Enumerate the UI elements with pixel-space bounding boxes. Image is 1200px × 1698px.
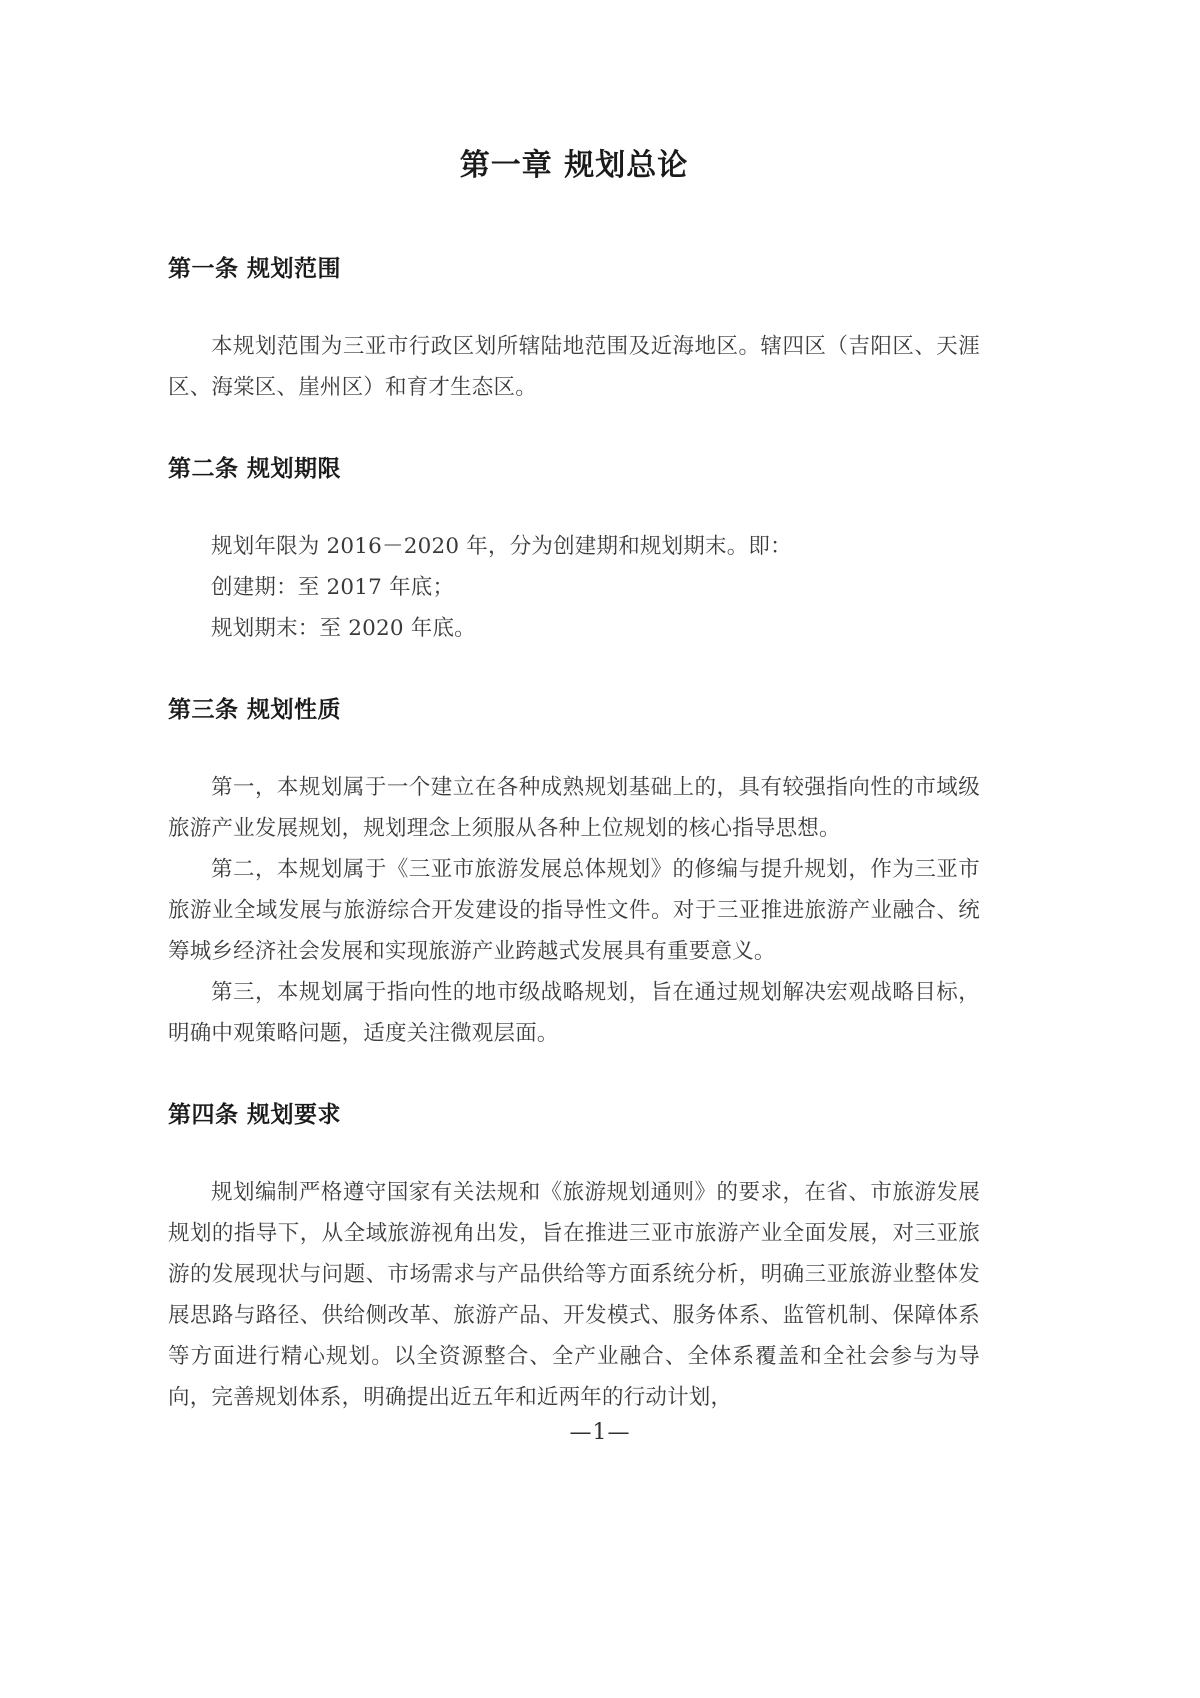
section-3-paragraph-3: 第三，本规划属于指向性的地市级战略规划，旨在通过规划解决宏观战略目标，明确中观策略问题，适度关注微观层面。 [168, 980, 980, 1047]
section-heading-1: 第一条 规划范围 [168, 256, 342, 283]
page-number-footer: —1— [569, 1420, 631, 1445]
spacer [168, 184, 980, 236]
section-2-paragraph-1: 规划年限为 2016－2020 年，分为创建期和规划期末。即： [211, 534, 792, 560]
spacer [168, 1150, 980, 1172]
section-heading-2: 第二条 规划期限 [168, 456, 342, 483]
section-2-paragraph-3: 规划期末：至 2020 年底。 [211, 616, 476, 642]
section-4-paragraph-1: 规划编制严格遵守国家有关法规和《旅游规划通则》的要求，在省、市旅游发展规划的指导下，从全域旅游视角出发，旨在推进三亚市旅游产业全面发展，对三亚旅游的发展现状与问题、市场需求与产品供给等方面系统分析，明确三亚旅游业整体发展思路与路径、供给侧改革、旅游产品、开发模式、服务体系、监管机制、保障体系等方面进行精心规划。以全资源整合、全产业融合、全体系覆盖和全社会参与为导向，完善规划体系，明确提出近五年和近两年的行动计划， [168, 1180, 980, 1411]
spacer [168, 504, 980, 526]
section-1-paragraph-1: 本规划范围为三亚市行政区划所辖陆地范围及近海地区。辖四区（吉阳区、天涯区、海棠区、崖州区）和育才生态区。 [168, 334, 980, 401]
spacer [168, 304, 980, 326]
page-content [168, 0, 980, 1418]
section-heading-3: 第三条 规划性质 [168, 697, 342, 724]
section-heading-4: 第四条 规划要求 [168, 1102, 342, 1129]
spacer [168, 1054, 980, 1082]
chapter-title: 第一章 规划总论 [459, 148, 689, 183]
section-2-paragraph-2: 创建期：至 2017 年底； [211, 575, 455, 601]
section-3-paragraph-1: 第一，本规划属于一个建立在各种成熟规划基础上的，具有较强指向性的市域级旅游产业发展规划，规划理念上须服从各种上位规划的核心指导思想。 [168, 775, 980, 842]
section-3-paragraph-2: 第二，本规划属于《三亚市旅游发展总体规划》的修编与提升规划，作为三亚市旅游业全域发展与旅游综合开发建设的指导性文件。对于三亚推进旅游产业融合、统筹城乡经济社会发展和实现旅游产业跨越式发展具有重要意义。 [168, 857, 980, 965]
spacer [168, 745, 980, 767]
spacer [168, 408, 980, 436]
spacer [168, 649, 980, 677]
